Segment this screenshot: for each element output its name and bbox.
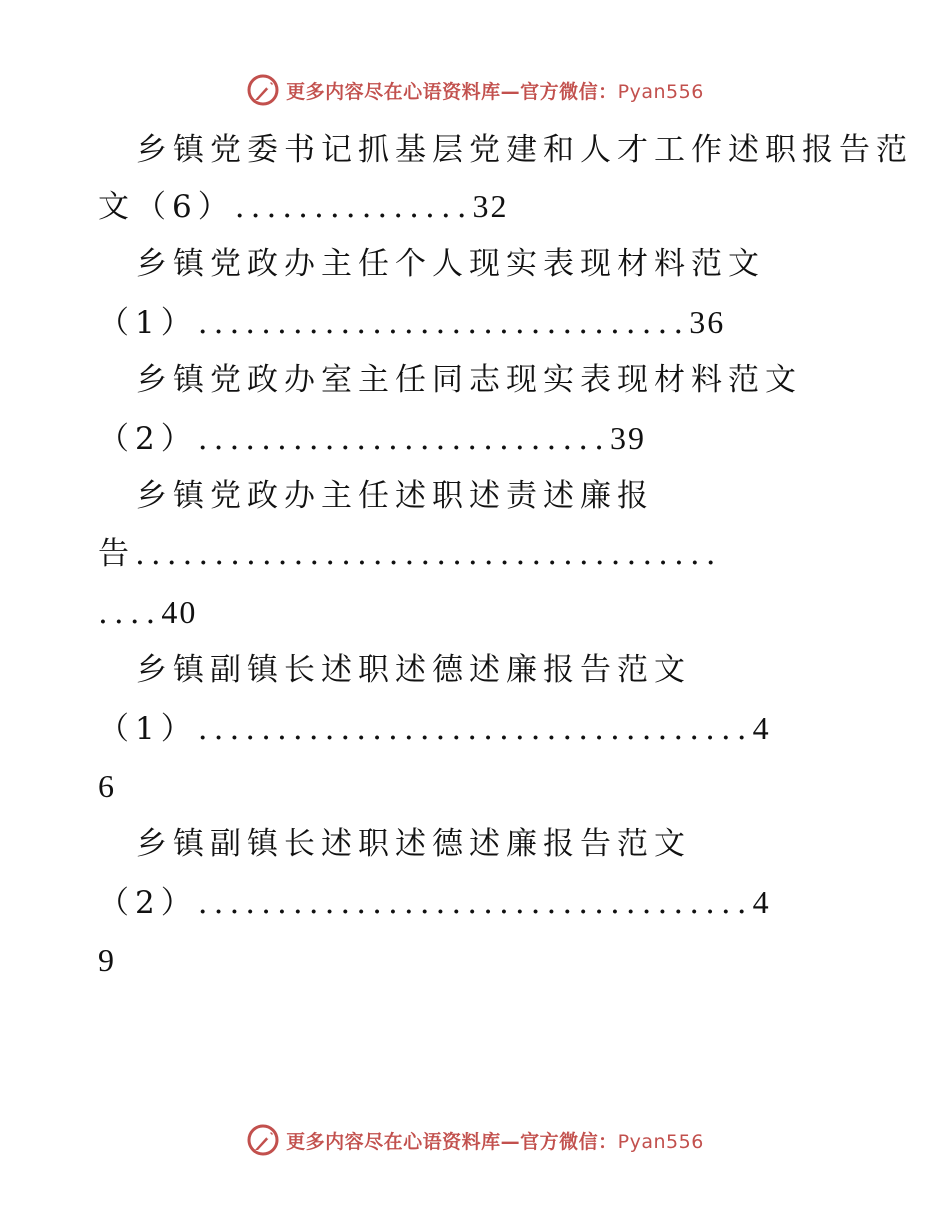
toc-entry-continuation[interactable]: [98, 592, 197, 633]
toc-leader-dots: .....................................: [135, 536, 722, 572]
toc-leader-dots: ..........................: [197, 421, 610, 457]
toc-entry-suffix: （1）: [98, 305, 198, 341]
header-account: Pyan556: [617, 80, 704, 103]
toc-entry-suffix: （1）: [98, 711, 198, 747]
toc-page-number: 4: [752, 884, 771, 920]
toc-entry-continuation[interactable]: [98, 186, 509, 227]
toc-page-number: 40: [161, 594, 198, 630]
toc-entry-continuation[interactable]: [98, 708, 771, 749]
toc-leader-dots: ....: [98, 595, 162, 631]
footer-banner: [0, 1120, 950, 1160]
toc-entry-continuation[interactable]: [98, 766, 116, 807]
toc-entry-title[interactable]: 乡镇副镇长述职述德述廉报告范文: [136, 652, 691, 688]
toc-page-number: 36: [689, 304, 726, 340]
header-text: 更多内容尽在心语资料库—官方微信：: [286, 80, 618, 103]
toc-page-number: 32: [472, 188, 509, 224]
toc-entry-suffix: （2）: [98, 421, 198, 457]
toc-entry-suffix: 告: [98, 536, 135, 572]
toc-entry-title[interactable]: 乡镇党政办主任述职述责述廉报: [136, 478, 654, 514]
footer-account: Pyan556: [617, 1130, 704, 1153]
header-banner: [0, 70, 950, 110]
toc-page-number: 6: [98, 768, 116, 804]
toc-page-number: 4: [752, 710, 771, 746]
quill-logo-icon: [246, 1123, 280, 1157]
toc-page-number: 9: [98, 942, 116, 978]
quill-logo-icon: [246, 73, 280, 107]
toc-entry-continuation[interactable]: [98, 418, 646, 459]
toc-entry-title[interactable]: 乡镇副镇长述职述德述廉报告范文: [136, 826, 691, 862]
toc-leader-dots: ...................................: [197, 885, 753, 921]
toc-entry-continuation[interactable]: [98, 940, 116, 981]
toc-entry-suffix: 文（6）: [98, 189, 235, 225]
toc-entry-continuation[interactable]: [98, 534, 722, 574]
toc-entry-continuation[interactable]: [98, 882, 771, 923]
toc-leader-dots: ...............: [234, 189, 473, 225]
toc-page-number: 39: [609, 420, 646, 456]
toc-leader-dots: ...............................: [197, 305, 690, 341]
toc-entry-suffix: （2）: [98, 885, 198, 921]
toc-entry-title[interactable]: 乡镇党委书记抓基层党建和人才工作述职报告范: [136, 132, 913, 168]
toc-leader-dots: ...................................: [197, 711, 753, 747]
toc-entry-title[interactable]: 乡镇党政办主任个人现实表现材料范文: [136, 246, 765, 282]
toc-entry-continuation[interactable]: [98, 302, 725, 343]
footer-text: 更多内容尽在心语资料库—官方微信：: [286, 1130, 618, 1153]
toc-entry-title[interactable]: 乡镇党政办室主任同志现实表现材料范文: [136, 362, 802, 398]
